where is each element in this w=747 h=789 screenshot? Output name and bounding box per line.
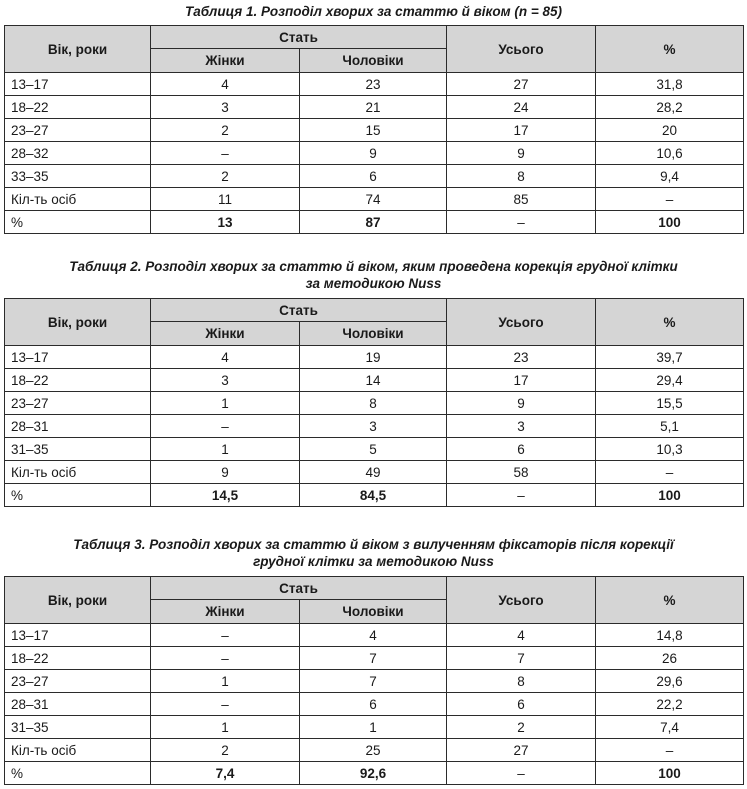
table-row bbox=[5, 693, 744, 716]
caption-line: Таблиця 3. Розподіл хворих за статтю й віком з вилученням фіксаторів після корекції bbox=[73, 537, 674, 552]
table-row-percent bbox=[5, 211, 744, 234]
table-row bbox=[5, 415, 744, 438]
cell-age: 31–35 bbox=[5, 438, 151, 461]
cell-age: % bbox=[5, 762, 151, 785]
cell-age: 33–35 bbox=[5, 165, 151, 188]
cell-male: 25 bbox=[300, 739, 447, 762]
cell-female: – bbox=[151, 142, 300, 165]
cell-female: 2 bbox=[151, 119, 300, 142]
cell-male: 9 bbox=[300, 142, 447, 165]
cell-female: 3 bbox=[151, 96, 300, 119]
cell-female: 7,4 bbox=[151, 762, 300, 785]
header-age: Вік, роки bbox=[5, 577, 151, 624]
cell-percent: 14,8 bbox=[596, 624, 744, 647]
cell-female: 11 bbox=[151, 188, 300, 211]
cell-female: 3 bbox=[151, 369, 300, 392]
cell-female: 1 bbox=[151, 670, 300, 693]
cell-female: 4 bbox=[151, 346, 300, 369]
cell-female: 4 bbox=[151, 73, 300, 96]
cell-total: 23 bbox=[447, 346, 596, 369]
table-row bbox=[5, 346, 744, 369]
cell-age: Кіл-ть осіб bbox=[5, 739, 151, 762]
cell-male: 3 bbox=[300, 415, 447, 438]
cell-total: 9 bbox=[447, 392, 596, 415]
cell-male: 92,6 bbox=[300, 762, 447, 785]
cell-male: 23 bbox=[300, 73, 447, 96]
cell-total: 4 bbox=[447, 624, 596, 647]
cell-percent: 31,8 bbox=[596, 73, 744, 96]
cell-male: 15 bbox=[300, 119, 447, 142]
cell-age: % bbox=[5, 211, 151, 234]
cell-total: – bbox=[447, 762, 596, 785]
cell-total: 8 bbox=[447, 670, 596, 693]
cell-male: 6 bbox=[300, 693, 447, 716]
cell-percent: 26 bbox=[596, 647, 744, 670]
cell-total: 3 bbox=[447, 415, 596, 438]
cell-percent: 9,4 bbox=[596, 165, 744, 188]
cell-male: 4 bbox=[300, 624, 447, 647]
table-row bbox=[5, 739, 744, 762]
header-percent: % bbox=[596, 577, 744, 624]
cell-male: 21 bbox=[300, 96, 447, 119]
table-3-caption bbox=[0, 536, 747, 570]
cell-male: 6 bbox=[300, 165, 447, 188]
header-percent: % bbox=[596, 299, 744, 346]
cell-male: 8 bbox=[300, 392, 447, 415]
cell-percent: 29,6 bbox=[596, 670, 744, 693]
cell-percent: 7,4 bbox=[596, 716, 744, 739]
cell-male: 84,5 bbox=[300, 484, 447, 507]
header-male: Чоловіки bbox=[300, 322, 447, 346]
cell-percent: 100 bbox=[596, 211, 744, 234]
table-row bbox=[5, 461, 744, 484]
cell-total: 27 bbox=[447, 73, 596, 96]
cell-age: 23–27 bbox=[5, 670, 151, 693]
cell-percent: 100 bbox=[596, 484, 744, 507]
cell-age: Кіл-ть осіб bbox=[5, 188, 151, 211]
table-row bbox=[5, 369, 744, 392]
cell-female: 1 bbox=[151, 392, 300, 415]
cell-total: 9 bbox=[447, 142, 596, 165]
cell-age: 13–17 bbox=[5, 624, 151, 647]
cell-total: – bbox=[447, 211, 596, 234]
table-row bbox=[5, 392, 744, 415]
cell-percent: 10,6 bbox=[596, 142, 744, 165]
table-row bbox=[5, 438, 744, 461]
table-2 bbox=[4, 298, 744, 507]
cell-female: 2 bbox=[151, 165, 300, 188]
cell-percent: – bbox=[596, 739, 744, 762]
header-female: Жінки bbox=[151, 49, 300, 73]
header-sex: Стать bbox=[151, 577, 447, 600]
cell-female: – bbox=[151, 647, 300, 670]
table-row bbox=[5, 624, 744, 647]
table-1-caption bbox=[0, 3, 747, 20]
cell-age: 28–31 bbox=[5, 415, 151, 438]
cell-female: – bbox=[151, 624, 300, 647]
cell-female: 2 bbox=[151, 739, 300, 762]
cell-age: % bbox=[5, 484, 151, 507]
cell-age: 31–35 bbox=[5, 716, 151, 739]
header-total: Усього bbox=[447, 577, 596, 624]
cell-total: 85 bbox=[447, 188, 596, 211]
cell-male: 5 bbox=[300, 438, 447, 461]
table-3 bbox=[4, 576, 744, 785]
table-row bbox=[5, 96, 744, 119]
cell-percent: 100 bbox=[596, 762, 744, 785]
cell-age: 18–22 bbox=[5, 647, 151, 670]
header-age: Вік, роки bbox=[5, 26, 151, 73]
table-row-percent bbox=[5, 484, 744, 507]
table-row bbox=[5, 119, 744, 142]
cell-age: 23–27 bbox=[5, 119, 151, 142]
header-female: Жінки bbox=[151, 322, 300, 346]
cell-female: – bbox=[151, 693, 300, 716]
cell-male: 1 bbox=[300, 716, 447, 739]
table-1 bbox=[4, 25, 744, 234]
header-age: Вік, роки bbox=[5, 299, 151, 346]
cell-male: 19 bbox=[300, 346, 447, 369]
cell-percent: – bbox=[596, 461, 744, 484]
header-percent: % bbox=[596, 26, 744, 73]
cell-percent: 5,1 bbox=[596, 415, 744, 438]
cell-total: 17 bbox=[447, 369, 596, 392]
cell-age: 28–32 bbox=[5, 142, 151, 165]
cell-total: 17 bbox=[447, 119, 596, 142]
caption-line: Таблиця 1. Розподіл хворих за статтю й віком (n = 85) bbox=[185, 4, 562, 19]
cell-total: – bbox=[447, 484, 596, 507]
cell-age: 13–17 bbox=[5, 73, 151, 96]
cell-male: 49 bbox=[300, 461, 447, 484]
cell-male: 87 bbox=[300, 211, 447, 234]
cell-total: 6 bbox=[447, 438, 596, 461]
cell-female: – bbox=[151, 415, 300, 438]
header-male: Чоловіки bbox=[300, 49, 447, 73]
cell-female: 9 bbox=[151, 461, 300, 484]
cell-female: 13 bbox=[151, 211, 300, 234]
table-row bbox=[5, 670, 744, 693]
table-2-caption bbox=[0, 258, 747, 292]
table-row bbox=[5, 165, 744, 188]
table-row bbox=[5, 73, 744, 96]
cell-male: 14 bbox=[300, 369, 447, 392]
cell-age: 23–27 bbox=[5, 392, 151, 415]
cell-male: 7 bbox=[300, 647, 447, 670]
cell-total: 27 bbox=[447, 739, 596, 762]
cell-age: 18–22 bbox=[5, 96, 151, 119]
table-row-percent bbox=[5, 762, 744, 785]
cell-percent: 28,2 bbox=[596, 96, 744, 119]
header-total: Усього bbox=[447, 299, 596, 346]
header-sex: Стать bbox=[151, 26, 447, 49]
table-row bbox=[5, 716, 744, 739]
cell-percent: 29,4 bbox=[596, 369, 744, 392]
cell-total: 58 bbox=[447, 461, 596, 484]
cell-female: 14,5 bbox=[151, 484, 300, 507]
cell-percent: 22,2 bbox=[596, 693, 744, 716]
table-row bbox=[5, 142, 744, 165]
cell-percent: 15,5 bbox=[596, 392, 744, 415]
cell-percent: 20 bbox=[596, 119, 744, 142]
cell-total: 8 bbox=[447, 165, 596, 188]
caption-line: Таблиця 2. Розподіл хворих за статтю й віком, яким проведена корекція грудної клітки bbox=[69, 259, 678, 274]
table-row bbox=[5, 647, 744, 670]
table-row bbox=[5, 188, 744, 211]
cell-total: 2 bbox=[447, 716, 596, 739]
cell-male: 74 bbox=[300, 188, 447, 211]
cell-age: 18–22 bbox=[5, 369, 151, 392]
cell-percent: 10,3 bbox=[596, 438, 744, 461]
cell-total: 24 bbox=[447, 96, 596, 119]
caption-line: за методикою Nuss bbox=[305, 276, 442, 291]
header-male: Чоловіки bbox=[300, 600, 447, 624]
cell-percent: 39,7 bbox=[596, 346, 744, 369]
header-female: Жінки bbox=[151, 600, 300, 624]
cell-female: 1 bbox=[151, 438, 300, 461]
cell-age: Кіл-ть осіб bbox=[5, 461, 151, 484]
cell-age: 28–31 bbox=[5, 693, 151, 716]
cell-total: 7 bbox=[447, 647, 596, 670]
cell-total: 6 bbox=[447, 693, 596, 716]
header-sex: Стать bbox=[151, 299, 447, 322]
header-total: Усього bbox=[447, 26, 596, 73]
cell-percent: – bbox=[596, 188, 744, 211]
cell-age: 13–17 bbox=[5, 346, 151, 369]
cell-male: 7 bbox=[300, 670, 447, 693]
cell-female: 1 bbox=[151, 716, 300, 739]
caption-line: грудної клітки за методикою Nuss bbox=[253, 554, 494, 569]
